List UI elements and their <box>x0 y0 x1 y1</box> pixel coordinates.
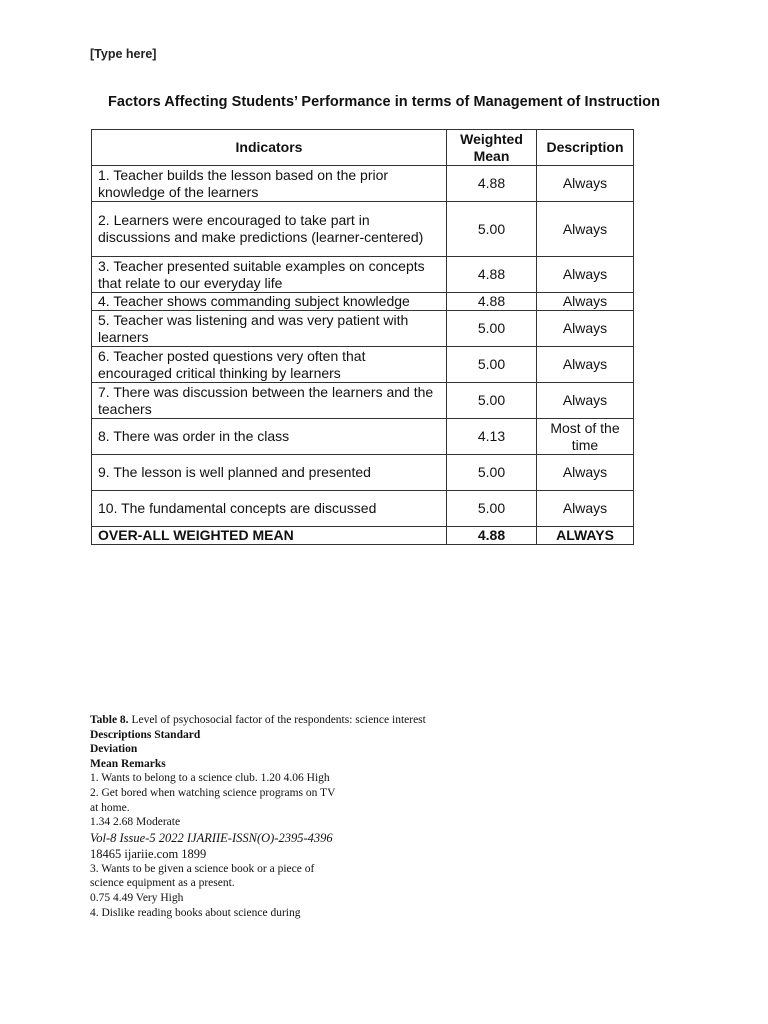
column-heading-line: Descriptions Standard <box>90 728 201 741</box>
indicator-cell: 6. Teacher posted questions very often that encouraged critical thinking by learners <box>92 347 447 383</box>
description-cell: Always <box>537 455 634 491</box>
text-line: science equipment as a present. <box>90 877 235 890</box>
description-cell: Most of the time <box>537 419 634 455</box>
text-line: 2. Get bored when watching science programs on TV <box>90 786 336 799</box>
description-cell: Always <box>537 383 634 419</box>
overall-mean: 4.88 <box>447 527 537 545</box>
indicator-cell: 9. The lesson is well planned and presented <box>92 455 447 491</box>
text-line: at home. <box>90 801 130 814</box>
table-row <box>92 491 634 527</box>
table-row <box>92 257 634 293</box>
table-row <box>92 419 634 455</box>
indicator-cell: 7. There was discussion between the learners and the teachers <box>92 383 447 419</box>
table8-caption-line <box>90 713 510 728</box>
mean-cell: 5.00 <box>447 347 537 383</box>
mean-cell: 5.00 <box>447 383 537 419</box>
table-row <box>92 311 634 347</box>
mean-cell: 5.00 <box>447 455 537 491</box>
journal-reference: Vol-8 Issue-5 2022 IJARIIE-ISSN(O)-2395-4396 <box>90 830 333 845</box>
table-row <box>92 202 634 257</box>
indicators-table <box>91 129 634 545</box>
mean-cell: 4.13 <box>447 419 537 455</box>
table-row <box>92 347 634 383</box>
text-line: 1.34 2.68 Moderate <box>90 816 181 829</box>
column-heading-line: Mean Remarks <box>90 757 166 770</box>
mean-cell: 4.88 <box>447 293 537 311</box>
description-cell: Always <box>537 166 634 202</box>
header-indicators: Indicators <box>92 130 447 166</box>
indicator-cell: 10. The fundamental concepts are discussed <box>92 491 447 527</box>
table-row <box>92 455 634 491</box>
description-cell: Always <box>537 293 634 311</box>
overall-row <box>92 527 634 545</box>
table-title: Factors Affecting Students’ Performance in terms of Management of Instruction <box>108 94 660 110</box>
mean-cell: 5.00 <box>447 491 537 527</box>
extracted-text-block <box>90 713 510 920</box>
header-description: Description <box>537 130 634 166</box>
header-weighted-mean: Weighted Mean <box>447 130 537 166</box>
table-row <box>92 166 634 202</box>
indicator-cell: 1. Teacher builds the lesson based on the prior knowledge of the learners <box>92 166 447 202</box>
text-line: 3. Wants to be given a science book or a piece of <box>90 862 315 875</box>
mean-cell: 5.00 <box>447 311 537 347</box>
indicator-cell: 4. Teacher shows commanding subject knowledge <box>92 293 447 311</box>
text-line: 1. Wants to belong to a science club. 1.20 4.06 High <box>90 772 330 785</box>
indicator-cell: 3. Teacher presented suitable examples on concepts that relate to our everyday life <box>92 257 447 293</box>
table-header-row <box>92 130 634 166</box>
mean-cell: 5.00 <box>447 202 537 257</box>
overall-description: ALWAYS <box>537 527 634 545</box>
mean-cell: 4.88 <box>447 166 537 202</box>
indicator-cell: 5. Teacher was listening and was very patient with learners <box>92 311 447 347</box>
indicator-cell: 8. There was order in the class <box>92 419 447 455</box>
description-cell: Always <box>537 202 634 257</box>
table8-label: Table 8. <box>90 714 129 726</box>
table-row <box>92 383 634 419</box>
page-reference: 18465 ijariie.com 1899 <box>90 846 207 861</box>
description-cell: Always <box>537 347 634 383</box>
description-cell: Always <box>537 491 634 527</box>
description-cell: Always <box>537 311 634 347</box>
table8-caption: Level of psychosocial factor of the respondents: science interest <box>128 714 426 726</box>
text-line: 4. Dislike reading books about science during <box>90 906 301 919</box>
table-row <box>92 293 634 311</box>
description-cell: Always <box>537 257 634 293</box>
mean-cell: 4.88 <box>447 257 537 293</box>
indicator-cell: 2. Learners were encouraged to take part in discussions and make predictions (learner-centered) <box>92 202 447 257</box>
header-placeholder: [Type here] <box>90 47 157 61</box>
text-line: 0.75 4.49 Very High <box>90 891 184 904</box>
column-heading-line: Deviation <box>90 743 138 756</box>
overall-label: OVER-ALL WEIGHTED MEAN <box>92 527 447 545</box>
